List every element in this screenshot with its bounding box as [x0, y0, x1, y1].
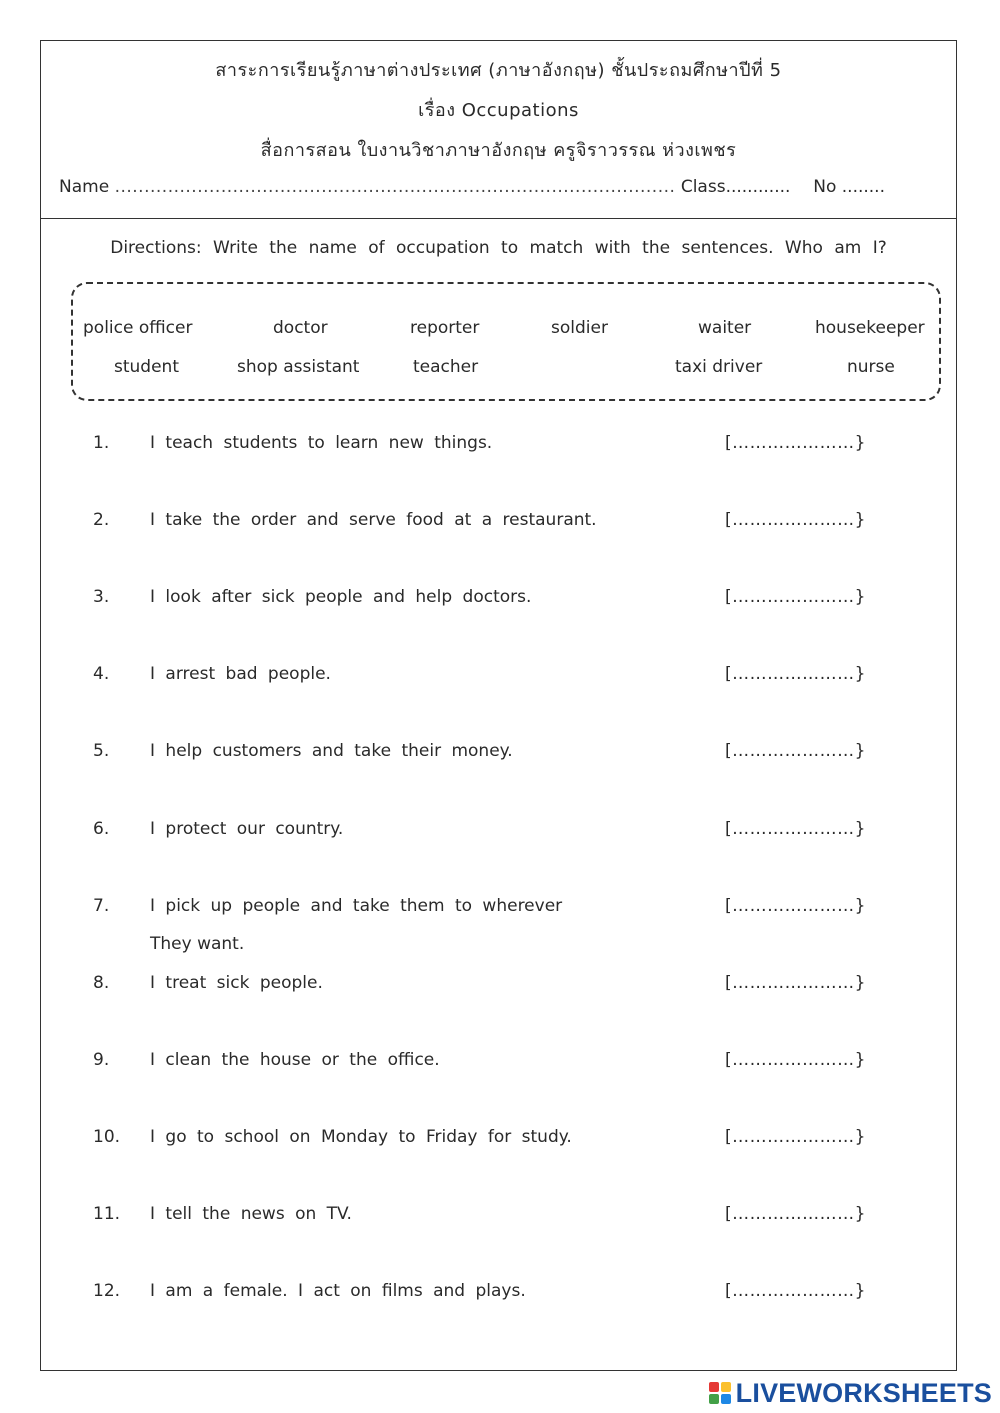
question-number: 4. [93, 664, 110, 684]
word-bank-item: taxi driver [675, 357, 763, 377]
question-text: I am a female. I act on films and plays. [150, 1281, 526, 1301]
answer-blank[interactable]: […………………} [725, 587, 866, 607]
name-field[interactable]: ............................................................................................... [114, 177, 676, 197]
question-text-continued: They want. [150, 934, 245, 954]
answer-blank[interactable]: […………………} [725, 1127, 866, 1147]
word-bank-item: waiter [698, 318, 752, 338]
question-text: I help customers and take their money. [150, 741, 513, 761]
answer-blank[interactable]: […………………} [725, 741, 866, 761]
liveworksheets-logo [709, 1378, 992, 1408]
question-text: I pick up people and take them to wherever [150, 896, 563, 916]
question-number: 3. [93, 587, 110, 607]
question-text: I teach students to learn new things. [150, 433, 493, 453]
word-bank-item: housekeeper [815, 318, 925, 338]
answer-blank[interactable]: […………………} [725, 510, 866, 530]
answer-blank[interactable]: […………………} [725, 896, 866, 916]
question-number: 5. [93, 741, 110, 761]
question-text: I look after sick people and help doctors. [150, 587, 532, 607]
class-field[interactable]: Class............ [680, 177, 791, 197]
question-number: 10. [93, 1127, 121, 1147]
question-number: 2. [93, 510, 110, 530]
word-bank-item: doctor [273, 318, 328, 338]
directions-text: Directions: Write the name of occupation to match with the sentences. Who am I? [110, 238, 887, 258]
answer-blank[interactable]: […………………} [725, 1204, 866, 1224]
word-bank [71, 282, 941, 401]
worksheet-header [41, 41, 956, 219]
answer-blank[interactable]: […………………} [725, 1050, 866, 1070]
word-bank-item: student [114, 357, 179, 377]
question-text: I take the order and serve food at a restaurant. [150, 510, 597, 530]
name-label: Name [59, 177, 110, 197]
question-number: 6. [93, 819, 110, 839]
answer-blank[interactable]: […………………} [725, 1281, 866, 1301]
worksheet [40, 40, 957, 1371]
word-bank-item: reporter [410, 318, 480, 338]
question-text: I treat sick people. [150, 973, 323, 993]
topic-title: เรื่อง Occupations [418, 100, 579, 121]
question-item [41, 896, 956, 956]
word-bank-item: police officer [83, 318, 193, 338]
logo-text: LIVEWORKSHEETS [735, 1377, 992, 1408]
question-text: I go to school on Monday to Friday for study. [150, 1127, 572, 1147]
answer-blank[interactable]: […………………} [725, 819, 866, 839]
question-text: I protect our country. [150, 819, 344, 839]
logo-mark-icon [709, 1381, 733, 1405]
word-bank-item: shop assistant [237, 357, 360, 377]
question-number: 12. [93, 1281, 121, 1301]
question-number: 1. [93, 433, 110, 453]
question-number: 9. [93, 1050, 110, 1070]
student-info-line [59, 177, 942, 197]
question-text: I arrest bad people. [150, 664, 331, 684]
teacher-line: สื่อการสอน ใบงานวิชาภาษาอังกฤษ ครูจิราวรรณ ห่วงเพชร [260, 140, 737, 161]
answer-blank[interactable]: […………………} [725, 973, 866, 993]
question-text: I clean the house or the office. [150, 1050, 440, 1070]
question-number: 11. [93, 1204, 121, 1224]
question-number: 8. [93, 973, 110, 993]
question-number: 7. [93, 896, 110, 916]
word-bank-item: nurse [847, 357, 895, 377]
subject-title: สาระการเรียนรู้ภาษาต่างประเทศ (ภาษาอังกฤษ) ชั้นประถมศึกษาปีที่ 5 [215, 60, 782, 81]
word-bank-item: soldier [551, 318, 608, 338]
number-field[interactable]: No ........ [813, 177, 885, 197]
answer-blank[interactable]: […………………} [725, 433, 866, 453]
question-text: I tell the news on TV. [150, 1204, 352, 1224]
word-bank-item: teacher [413, 357, 479, 377]
answer-blank[interactable]: […………………} [725, 664, 866, 684]
